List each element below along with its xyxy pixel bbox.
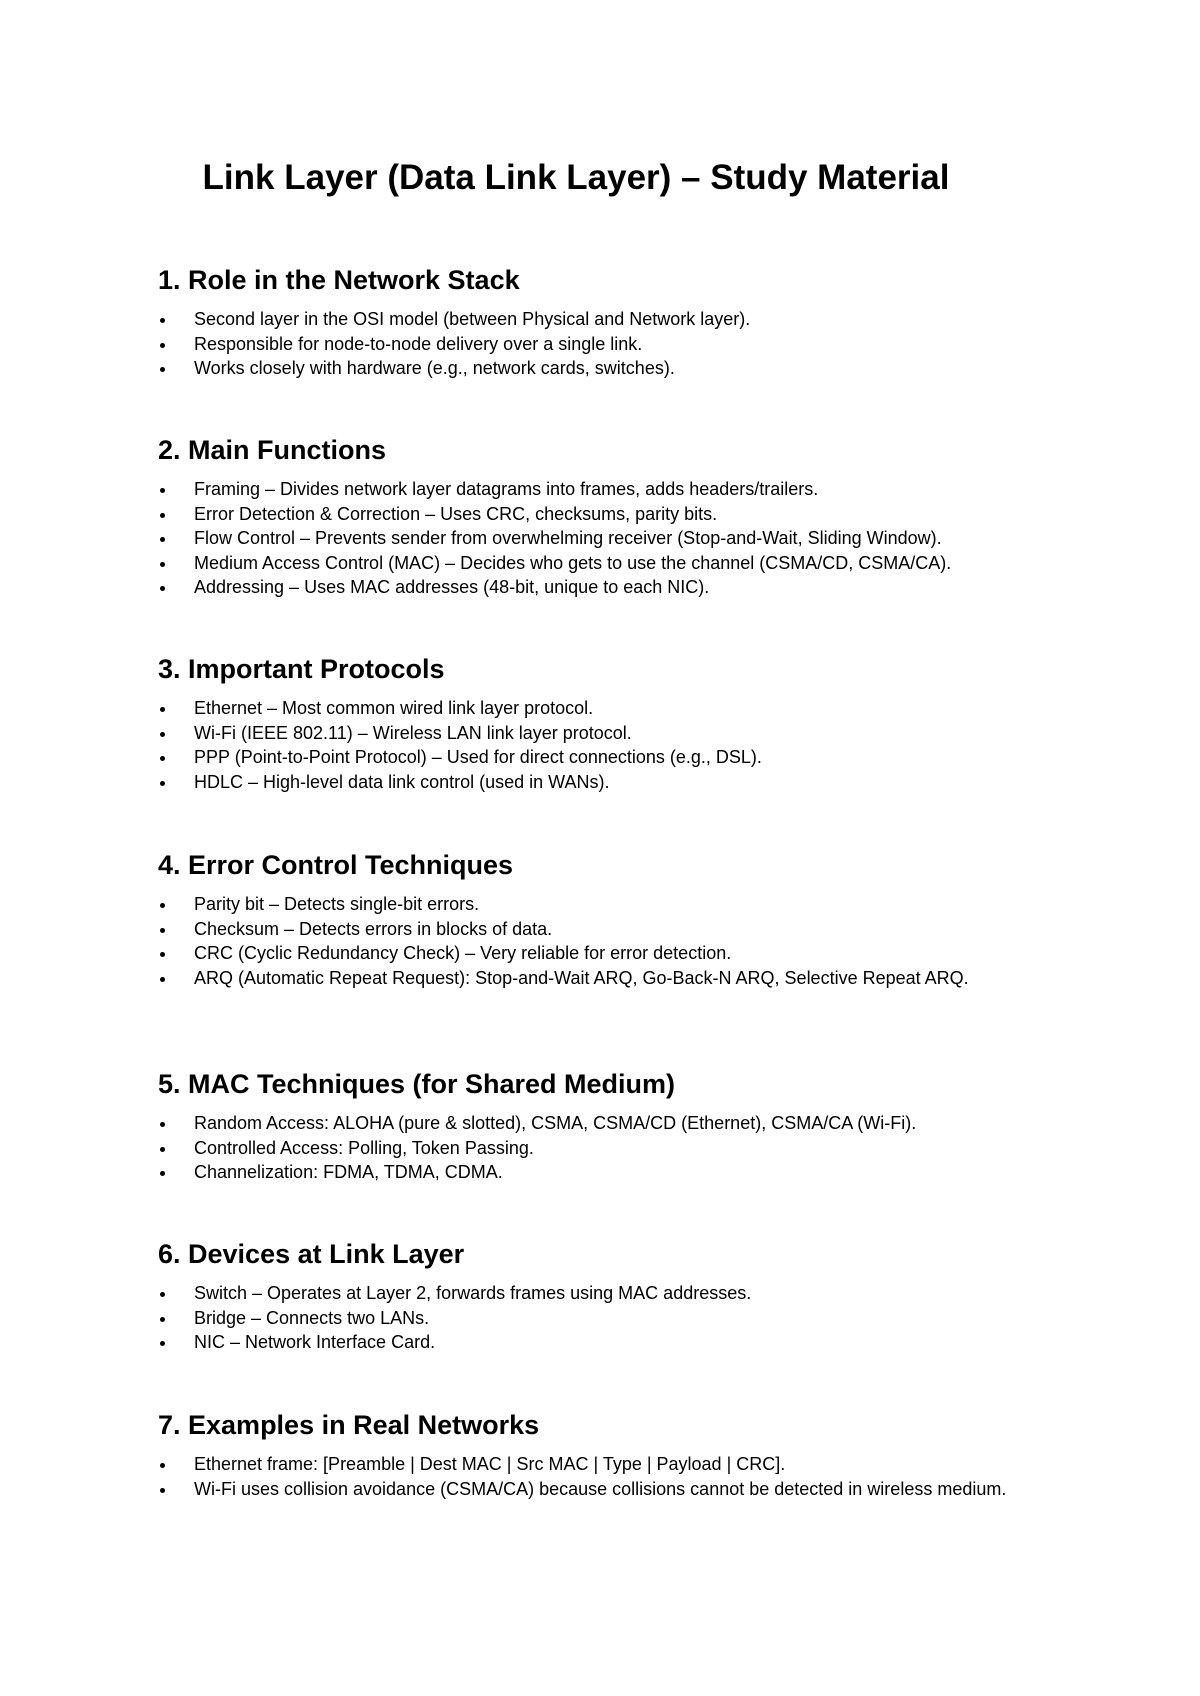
list-item: HDLC – High-level data link control (used in WANs). bbox=[158, 770, 1050, 795]
bullet-list bbox=[158, 477, 1058, 600]
list-item: PPP (Point-to-Point Protocol) – Used for direct connections (e.g., DSL). bbox=[158, 745, 1050, 770]
bullet-icon bbox=[160, 1171, 165, 1176]
list-item: ARQ (Automatic Repeat Request): Stop-and-Wait ARQ, Go-Back-N ARQ, Selective Repeat ARQ. bbox=[158, 966, 1050, 991]
bullet-icon bbox=[160, 707, 165, 712]
section-heading: 5. MAC Techniques (for Shared Medium) bbox=[158, 1069, 676, 1099]
bullet-list bbox=[158, 307, 1058, 381]
list-item: Addressing – Uses MAC addresses (48-bit, unique to each NIC). bbox=[158, 575, 1050, 600]
list-item: Ethernet – Most common wired link layer protocol. bbox=[158, 696, 1050, 721]
bullet-icon bbox=[160, 537, 165, 542]
section-heading: 2. Main Functions bbox=[158, 435, 387, 465]
section-heading: 6. Devices at Link Layer bbox=[158, 1239, 465, 1269]
bullet-icon bbox=[160, 952, 165, 957]
list-item: Random Access: ALOHA (pure & slotted), CSMA, CSMA/CD (Ethernet), CSMA/CA (Wi-Fi). bbox=[158, 1111, 1050, 1136]
bullet-list bbox=[158, 1111, 1058, 1185]
bullet-list bbox=[158, 1452, 1058, 1501]
bullet-icon bbox=[160, 732, 165, 737]
list-item: Wi-Fi (IEEE 802.11) – Wireless LAN link layer protocol. bbox=[158, 721, 1050, 746]
document-title: Link Layer (Data Link Layer) – Study Material bbox=[202, 158, 950, 197]
list-item: Switch – Operates at Layer 2, forwards frames using MAC addresses. bbox=[158, 1281, 1050, 1306]
bullet-icon bbox=[160, 562, 165, 567]
section-main-functions bbox=[158, 433, 1058, 600]
list-item: Works closely with hardware (e.g., network cards, switches). bbox=[158, 356, 1050, 381]
section-error-control-techniques bbox=[158, 848, 1058, 990]
list-item: Medium Access Control (MAC) – Decides who gets to use the channel (CSMA/CD, CSMA/CA). bbox=[158, 551, 1050, 576]
bullet-icon bbox=[160, 903, 165, 908]
section-heading: 3. Important Protocols bbox=[158, 654, 445, 684]
list-item: Parity bit – Detects single-bit errors. bbox=[158, 892, 1050, 917]
bullet-list bbox=[158, 696, 1058, 794]
bullet-icon bbox=[160, 367, 165, 372]
bullet-icon bbox=[160, 781, 165, 786]
list-item: NIC – Network Interface Card. bbox=[158, 1330, 1050, 1355]
bullet-icon bbox=[160, 1147, 165, 1152]
bullet-icon bbox=[160, 343, 165, 348]
list-item: Channelization: FDMA, TDMA, CDMA. bbox=[158, 1160, 1050, 1185]
bullet-icon bbox=[160, 1317, 165, 1322]
bullet-icon bbox=[160, 1488, 165, 1493]
bullet-icon bbox=[160, 318, 165, 323]
section-role-in-network-stack bbox=[158, 263, 1058, 381]
bullet-icon bbox=[160, 1463, 165, 1468]
list-item: Flow Control – Prevents sender from overwhelming receiver (Stop-and-Wait, Sliding Window). bbox=[158, 526, 1050, 551]
list-item: Second layer in the OSI model (between Physical and Network layer). bbox=[158, 307, 1050, 332]
list-item: Ethernet frame: [Preamble | Dest MAC | Src MAC | Type | Payload | CRC]. bbox=[158, 1452, 1050, 1477]
bullet-icon bbox=[160, 1341, 165, 1346]
list-item: CRC (Cyclic Redundancy Check) – Very reliable for error detection. bbox=[158, 941, 1050, 966]
section-heading: 4. Error Control Techniques bbox=[158, 850, 514, 880]
list-item: Responsible for node-to-node delivery over a single link. bbox=[158, 332, 1050, 357]
list-item: Controlled Access: Polling, Token Passing. bbox=[158, 1136, 1050, 1161]
bullet-list bbox=[158, 1281, 1058, 1355]
list-item: Error Detection & Correction – Uses CRC, checksums, parity bits. bbox=[158, 502, 1050, 527]
section-examples-in-real-networks bbox=[158, 1408, 1058, 1501]
bullet-icon bbox=[160, 513, 165, 518]
bullet-icon bbox=[160, 756, 165, 761]
bullet-icon bbox=[160, 586, 165, 591]
list-item: Framing – Divides network layer datagrams into frames, adds headers/trailers. bbox=[158, 477, 1050, 502]
list-item: Bridge – Connects two LANs. bbox=[158, 1306, 1050, 1331]
bullet-icon bbox=[160, 1292, 165, 1297]
bullet-icon bbox=[160, 977, 165, 982]
bullet-icon bbox=[160, 928, 165, 933]
section-important-protocols bbox=[158, 652, 1058, 794]
section-heading: 7. Examples in Real Networks bbox=[158, 1410, 540, 1440]
list-item: Checksum – Detects errors in blocks of data. bbox=[158, 917, 1050, 942]
section-mac-techniques bbox=[158, 1067, 1058, 1185]
bullet-list bbox=[158, 892, 1058, 990]
bullet-icon bbox=[160, 1122, 165, 1127]
section-devices-at-link-layer bbox=[158, 1237, 1058, 1355]
bullet-icon bbox=[160, 488, 165, 493]
list-item: Wi-Fi uses collision avoidance (CSMA/CA) because collisions cannot be detected in wireless medium. bbox=[158, 1477, 1050, 1502]
section-heading: 1. Role in the Network Stack bbox=[158, 265, 520, 295]
